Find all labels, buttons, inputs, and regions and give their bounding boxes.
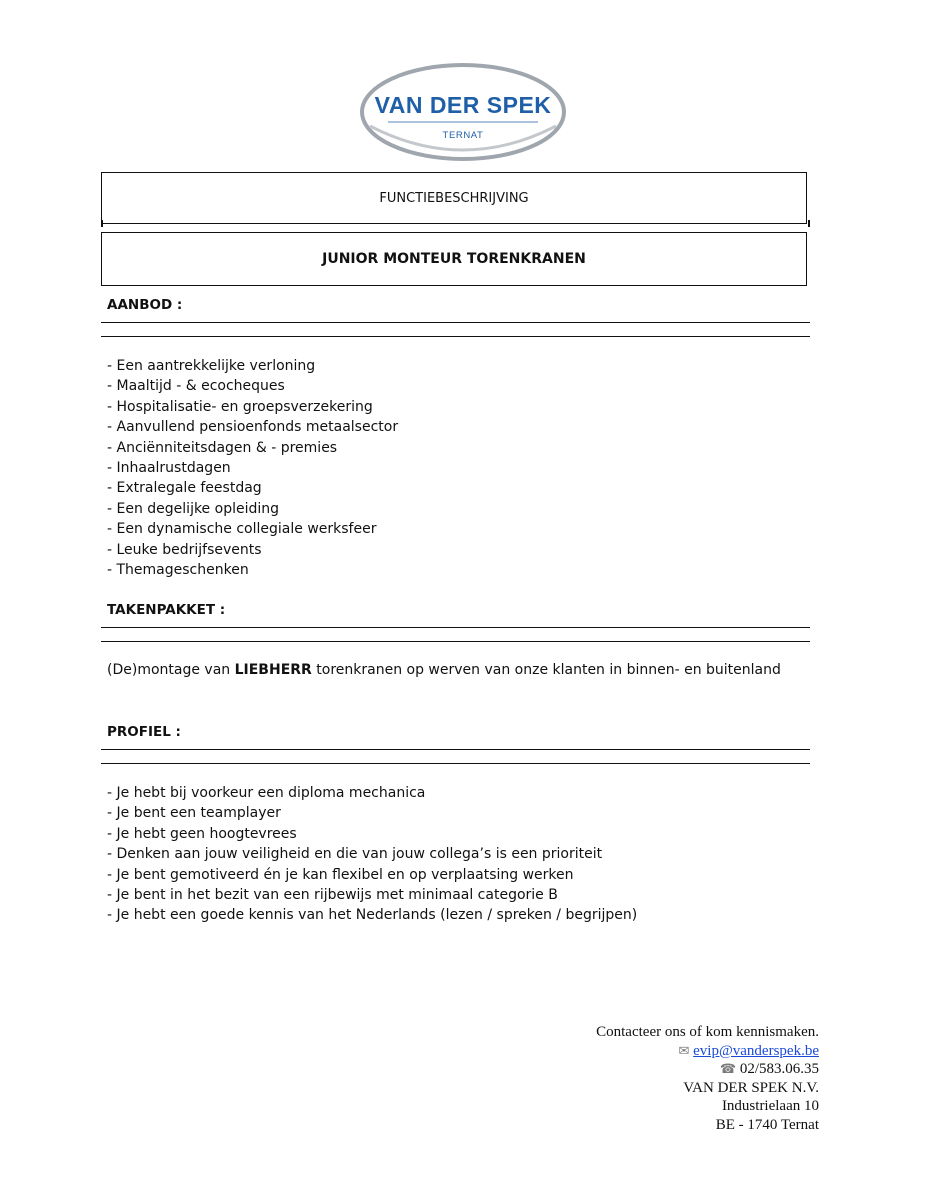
list-item: - Themageschenken	[107, 562, 249, 579]
job-title: JUNIOR MONTEUR TORENKRANEN	[322, 251, 586, 267]
city-address: BE - 1740 Ternat	[715, 1116, 819, 1133]
list-item: - Je bent gemotiveerd én je kan flexibel en op verplaatsing werken	[107, 866, 574, 883]
envelope-icon: ✉	[678, 1042, 690, 1058]
brand-name: LIEBHERR	[234, 662, 312, 678]
list-item: - Je hebt een goede kennis van het Nederlands (lezen / spreken / begrijpen)	[107, 907, 638, 924]
offer-heading: AANBOD :	[107, 297, 183, 313]
offer-divider-bottom	[101, 336, 810, 337]
company-name: VAN DER SPEK N.V.	[683, 1079, 819, 1096]
email-line	[596, 1042, 819, 1061]
list-item: - Inhaalrustdagen	[107, 460, 231, 477]
list-item: - Anciënniteitsdagen & - premies	[107, 439, 338, 456]
list-item: - Je bent in het bezit van een rijbewijs met minimaal categorie B	[107, 887, 558, 904]
list-item: - Je hebt geen hoogtevrees	[107, 825, 297, 842]
phone-number: 02/583.06.35	[739, 1061, 819, 1077]
list-item: - Aanvullend pensioenfonds metaalsector	[107, 419, 399, 436]
logo-emblem	[358, 62, 568, 166]
list-item: - Denken aan jouw veiligheid en die van jouw collega’s is een prioriteit	[107, 846, 603, 863]
function-description-box	[101, 172, 807, 224]
job-title-box	[101, 232, 807, 286]
list-item: - Je hebt bij voorkeur een diploma mechanica	[107, 785, 426, 801]
list-item: - Leuke bedrijfsevents	[107, 541, 262, 558]
box-connector-left	[101, 220, 103, 227]
company-logo	[358, 62, 568, 166]
profile-divider-bottom	[101, 763, 810, 764]
tasks-text-before: (De)montage van	[107, 662, 235, 678]
offer-divider-top	[101, 322, 810, 323]
contact-intro: Contacteer ons of kom kennismaken.	[596, 1024, 819, 1040]
logo-place: TERNAT	[442, 130, 484, 141]
list-item: - Maaltijd - & ecocheques	[107, 378, 285, 395]
box-connector-right	[808, 220, 810, 227]
logo-name: VAN DER SPEK	[374, 92, 552, 118]
list-item: - Een dynamische collegiale werksfeer	[107, 521, 377, 538]
offer-list	[107, 356, 398, 580]
email-link[interactable]: evip@vanderspek.be	[693, 1042, 819, 1059]
list-item: - Hospitalisatie- en groepsverzekering	[107, 398, 373, 415]
list-item: - Je bent een teamplayer	[107, 805, 281, 822]
contact-block	[596, 1023, 819, 1134]
list-item: - Een aantrekkelijke verloning	[107, 358, 316, 374]
tasks-divider-top	[101, 627, 810, 628]
profile-heading: PROFIEL :	[107, 724, 181, 740]
street-address: Industrielaan 10	[721, 1098, 819, 1114]
list-item: - Een degelijke opleiding	[107, 500, 280, 517]
tasks-description	[107, 662, 781, 678]
tasks-heading: TAKENPAKKET :	[107, 602, 226, 618]
list-item: - Extralegale feestdag	[107, 480, 262, 497]
tasks-divider-bottom	[101, 641, 810, 642]
tasks-text-after: torenkranen op werven van onze klanten in binnen- en buitenland	[311, 662, 781, 678]
phone-line	[596, 1060, 819, 1079]
function-label: FUNCTIEBESCHRIJVING	[379, 190, 529, 206]
telephone-icon: ☎	[719, 1061, 737, 1076]
profile-list	[107, 783, 637, 926]
profile-divider-top	[101, 749, 810, 750]
